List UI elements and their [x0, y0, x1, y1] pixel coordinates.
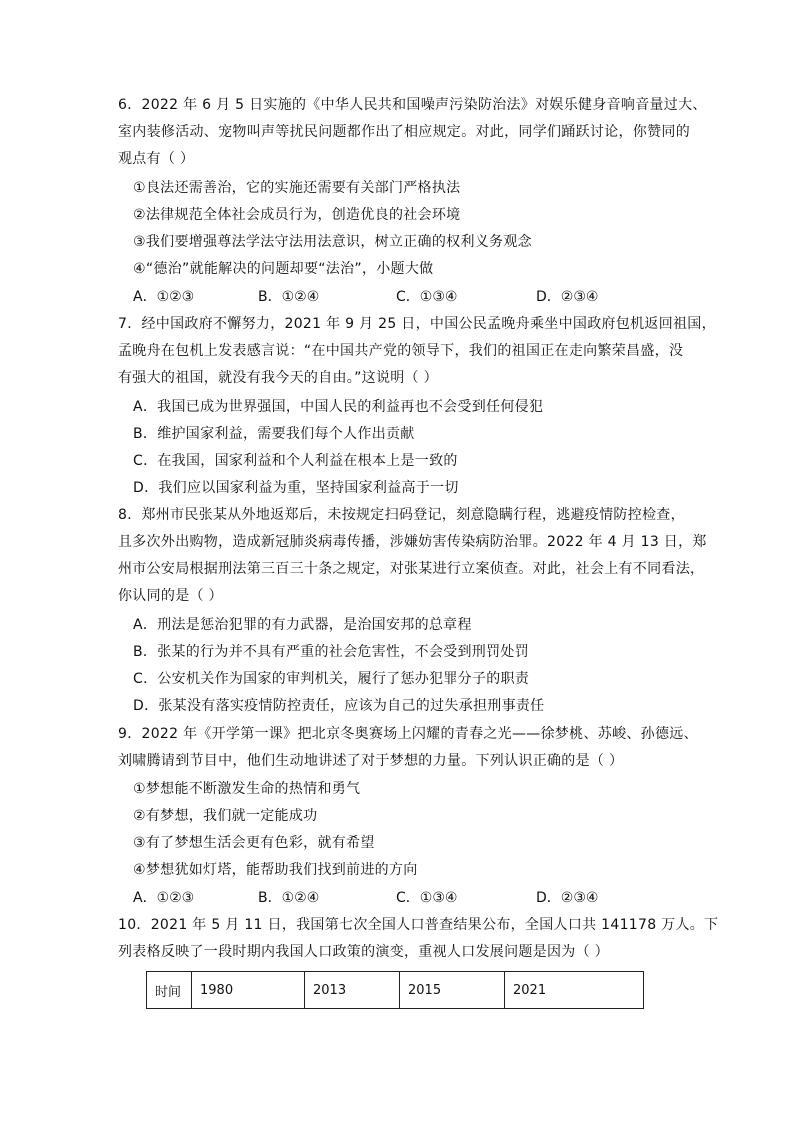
table-header-row [147, 972, 644, 1009]
q7-option-a: A．我国已成为世界强国，中国人民的利益再也不会受到任何侵犯 [133, 399, 544, 415]
q7-option-c: C．在我国，国家利益和个人利益在根本上是一致的 [133, 453, 458, 469]
table-cell-time: 时间 [147, 972, 192, 1009]
q7-stem-line-1: 7．经中国政府不懈努力，2021 年 9 月 25 日，中国公民孟晚舟乘坐中国政府包机返回祖国， [118, 316, 716, 332]
q9-option-d: D．②③④ [536, 890, 599, 906]
q9-option-a: A．①②③ [133, 890, 195, 906]
q7-option-b: B．维护国家利益，需要我们每个人作出贡献 [133, 426, 415, 442]
q8-stem-line-1: 8．郑州市民张某从外地返郑后，未按规定扫码登记，刻意隐瞒行程，逃避疫情防控检查， [118, 507, 685, 523]
population-policy-table [146, 971, 644, 1009]
q8-stem-line-3: 州市公安局根据刑法第三百三十条之规定，对张某进行立案侦查。对此，社会上有不同看法， [118, 561, 705, 577]
table-cell-2013: 2013 [305, 972, 400, 1009]
table-cell-2015: 2015 [400, 972, 505, 1009]
q9-statement-4: ④梦想犹如灯塔，能帮助我们找到前进的方向 [133, 862, 418, 878]
q8-option-c: C．公安机关作为国家的审判机关，履行了惩办犯罪分子的职责 [133, 671, 530, 687]
q8-stem-line-2: 且多次外出购物，造成新冠肺炎病毒传播，涉嫌妨害传染病防治罪。2022 年 4 月 13 日，郑 [118, 534, 707, 550]
q9-stem-line-1: 9．2022 年《开学第一课》把北京冬奥赛场上闪耀的青春之光——徐梦桃、苏峻、孙德远、 [118, 726, 698, 742]
q6-option-b: B．①②④ [258, 289, 320, 305]
q8-option-a: A．刑法是惩治犯罪的有力武器，是治国安邦的总章程 [133, 617, 472, 633]
q6-option-c: C．①③④ [396, 289, 458, 305]
q10-stem-line-1: 10．2021 年 5 月 11 日，我国第七次全国人口普查结果公布，全国人口共 141178 万人。下 [118, 917, 719, 933]
q6-stem-line-3: 观点有（ ） [118, 151, 195, 167]
q6-option-a: A．①②③ [133, 289, 195, 305]
q6-statement-2: ②法律规范全体社会成员行为，创造优良的社会环境 [133, 207, 461, 223]
q7-stem-line-2: 孟晚舟在包机上发表感言说：“在中国共产党的领导下，我们的祖国正在走向繁荣昌盛，没 [118, 343, 684, 359]
q9-statement-2: ②有梦想，我们就一定能成功 [133, 808, 318, 824]
q6-statement-1: ①良法还需善治，它的实施还需要有关部门严格执法 [133, 180, 461, 196]
q6-stem-line-1: 6．2022 年 6 月 5 日实施的《中华人民共和国噪声污染防治法》对娱乐健身音响音量过大、 [118, 97, 707, 113]
q8-option-b: B．张某的行为并不具有严重的社会危害性，不会受到刑罚处罚 [133, 644, 530, 660]
q9-stem-line-2: 刘啸腾请到节目中，他们生动地讲述了对于梦想的力量。下列认识正确的是（ ） [118, 753, 624, 769]
q6-option-d: D．②③④ [536, 289, 599, 305]
q6-stem-line-2: 室内装修活动、宠物叫声等扰民问题都作出了相应规定。对此，同学们踊跃讨论，你赞同的 [118, 124, 690, 140]
q9-option-b: B．①②④ [258, 890, 320, 906]
q8-stem-line-4: 你认同的是（ ） [118, 588, 223, 604]
q7-stem-line-3: 有强大的祖国，就没有我今天的自由。”这说明（ ） [118, 370, 438, 386]
table-cell-2021: 2021 [505, 972, 644, 1009]
q7-option-d: D．我们应以国家利益为重，坚持国家利益高于一切 [133, 480, 459, 496]
q6-options [133, 287, 653, 307]
table-cell-1980: 1980 [192, 972, 305, 1009]
q9-statement-3: ③有了梦想生活会更有色彩，就有希望 [133, 835, 375, 851]
q9-options [133, 888, 653, 908]
q8-option-d: D．张某没有落实疫情防控责任，应该为自己的过失承担刑事责任 [133, 698, 545, 714]
q9-option-c: C．①③④ [396, 890, 458, 906]
q10-stem-line-2: 列表格反映了一段时期内我国人口政策的演变，重视人口发展问题是因为（ ） [118, 944, 609, 960]
q9-statement-1: ①梦想能不断激发生命的热情和勇气 [133, 781, 361, 797]
q6-statement-3: ③我们要增强尊法学法守法用法意识，树立正确的权利义务观念 [133, 234, 532, 250]
q6-statement-4: ④“德治”就能解决的问题却要“法治”，小题大做 [133, 261, 434, 277]
